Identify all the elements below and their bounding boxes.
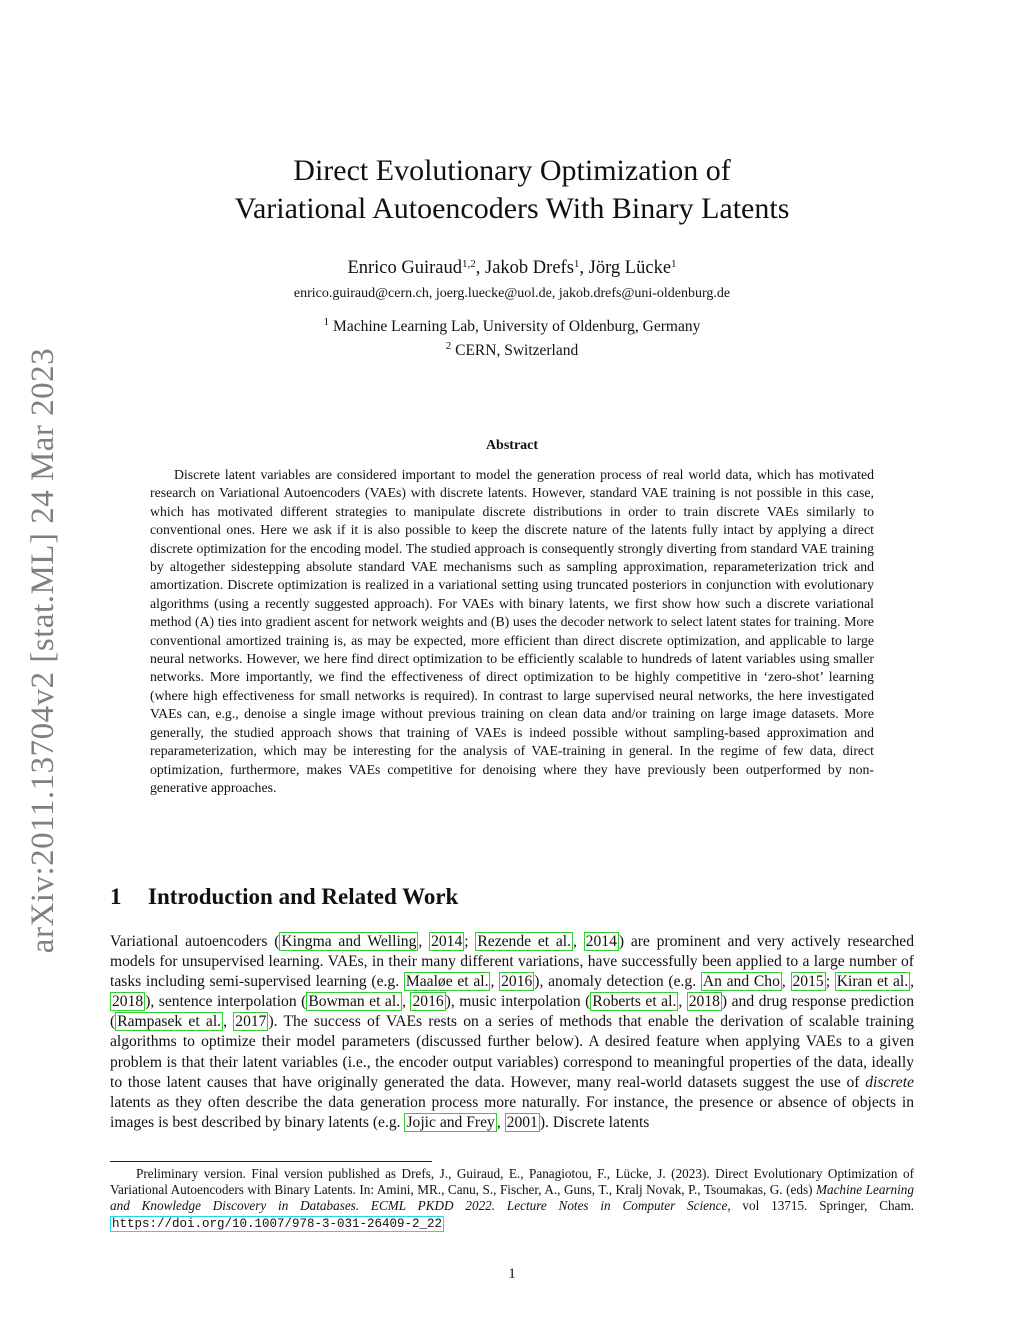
body-text-run: ,: [418, 933, 430, 950]
section-title: Introduction and Related Work: [148, 884, 459, 909]
arxiv-margin-stamp: [14, 340, 74, 960]
body-text-run: ,: [496, 1113, 505, 1131]
citation-link[interactable]: Roberts et al.: [592, 993, 677, 1011]
citation-link[interactable]: 2018: [112, 993, 144, 1011]
affiliation-text: Machine Learning Lab, University of Oldenburg, Germany: [329, 318, 701, 335]
body-text-run: ,: [910, 973, 915, 991]
citation-link[interactable]: Bowman et al.: [308, 993, 401, 1011]
citation-link[interactable]: Kingma and Welling: [281, 933, 417, 950]
citation-link[interactable]: 2018: [688, 993, 720, 1011]
footnote-text: , vol 13715. Springer, Cham.: [727, 1198, 915, 1214]
citation-link[interactable]: Jojic and Frey: [406, 1113, 495, 1131]
author-emails: enrico.guiraud@cern.ch, joerg.luecke@uol.de, jakob.drefs@uni-oldenburg.de: [293, 286, 731, 301]
body-text-run: ). Discrete latents: [539, 1113, 650, 1131]
citation-link[interactable]: 2016: [501, 973, 533, 991]
arxiv-identifier: arXiv:2011.13704v2 [stat.ML] 24 Mar 2023: [25, 347, 62, 953]
body-text-run: ) are prominent and very actively researched models for unsupervised learning. VAEs, in their many different variations, have successfully been applied to a large number of tasks including semi-supervised learning (e.g.: [110, 933, 915, 991]
doi-link[interactable]: https://doi.org/10.1007/978-3-031-26409-2_22: [112, 1216, 443, 1231]
citation-link[interactable]: An and Cho: [702, 973, 780, 991]
paper-title: [110, 152, 914, 228]
emphasis: discrete: [865, 1073, 914, 1091]
author-name: Enrico Guiraud: [347, 258, 463, 278]
body-text-run: ,: [402, 993, 411, 1011]
affiliation-1: [110, 316, 914, 336]
author-name: Jörg Lücke: [588, 258, 672, 278]
footnote-rule: [110, 1161, 432, 1162]
citation-link[interactable]: Rampasek et al.: [117, 1013, 222, 1031]
affiliation-number: 1: [323, 316, 330, 328]
citation-link[interactable]: 2017: [235, 1013, 267, 1031]
affiliation-marker: 1: [573, 258, 580, 270]
footnote-emphasis: Machine Learning and Knowledge Discovery in Databases. ECML PKDD 2022. Lecture Notes in Computer Science: [110, 1182, 914, 1214]
affiliation-marker: 1: [671, 258, 677, 270]
citation-link[interactable]: 2014: [431, 933, 463, 950]
affiliation-text: CERN, Switzerland: [451, 342, 579, 359]
body-text-run: ), music interpolation (: [445, 993, 591, 1011]
title-line-1: Direct Evolutionary Optimization of: [293, 154, 731, 187]
footnote: [110, 1166, 914, 1232]
author-name: Jakob Drefs: [485, 258, 574, 278]
body-text-run: ;: [825, 973, 835, 991]
author-separator: ,: [579, 258, 589, 278]
citation-link[interactable]: 2015: [792, 973, 824, 991]
title-line-2: Variational Autoencoders With Binary Latents: [234, 192, 790, 225]
body-text-run: Variational autoencoders (: [110, 933, 280, 950]
body-text-run: ), anomaly detection (e.g.: [534, 973, 701, 991]
body-text-run: ;: [464, 933, 476, 950]
author-separator: ,: [475, 258, 486, 278]
body-text-run: ) and drug response prediction (: [110, 993, 914, 1031]
affiliation-marker: 1,2: [462, 258, 476, 270]
intro-paragraph: [110, 932, 914, 1133]
affiliation-2: [110, 340, 914, 360]
author-list: [110, 258, 914, 279]
citation-link[interactable]: 2014: [585, 933, 617, 950]
citation-link[interactable]: 2001: [506, 1113, 538, 1131]
citation-link[interactable]: Kiran et al.: [836, 973, 909, 991]
body-text-run: ,: [223, 1013, 234, 1031]
affiliation-number: 2: [445, 340, 452, 352]
citation-link[interactable]: Maaløe et al.: [405, 973, 489, 991]
citation-link[interactable]: 2016: [412, 993, 444, 1011]
body-text-run: latents as they often describe the data generation process more naturally. For instance, the presence or absence of objects in images is best described by binary latents (e.g.: [110, 1093, 914, 1131]
body-text-run: ,: [781, 973, 791, 991]
page-number: 1: [508, 1266, 516, 1282]
body-text-run: ,: [490, 973, 500, 991]
abstract-text: Discrete latent variables are considered important to model the generation process of real world data, which has motivated research on Variational Autoencoders (VAEs) with discrete latents. However, standard VAE training is not possible in this case, which has motivated different strategies to manipulate discrete distributions in order to train discrete VAEs similarly to conventional ones. Here we ask if it is also possible to keep the discrete nature of the latents fully intact by applying a direct discrete optimization for the encoding model. The studied approach is consequently strongly diverting from standard VAE training by altogether sidestepping absolute standard VAE mechanisms such as sampling approximation, reparameterization trick and amortization. Discrete optimization is realized in a variational setting using truncated posteriors in conjunction with evolutionary algorithms (using a recently suggested approach). For VAEs with binary latents, we first show how such a discrete variational method (A) ties into gradient ascent for network weights and (B) uses the decoder network to select latent states for training. More conventional amortized training is, as may be expected, more efficient than direct discrete optimization, and applicable to large neural networks. However, we here find direct optimization to be efficiently scalable to hundreds of latent variables using smaller networks. More importantly, we find the effectiveness of direct optimization to be highly competitive in ‘zero-shot’ learning (where high effectiveness for small networks is required). In contrast to large supervised neural networks, the here investigated VAEs can, e.g., denoise a single image without previous training on clean data and/or training on large image datasets. More generally, the studied approach shows that training of VAEs is indeed possible without sampling-based approximation and reparameterization, which may be interesting for the analysis of VAE-training in general. In the regime of few data, direct optimization, furthermore, makes VAEs competitive for denoising where they have previously been outperformed by non-generative approaches.: [150, 467, 874, 795]
section-number: 1: [110, 884, 122, 909]
section-heading: [110, 884, 458, 910]
body-text-run: ,: [573, 933, 584, 950]
abstract-heading: Abstract: [485, 438, 539, 453]
citation-link[interactable]: Rezende et al.: [477, 933, 571, 950]
body-text-run: ), sentence interpolation (: [145, 993, 307, 1011]
footnote-text: Preliminary version. Final version published as Drefs, J., Guiraud, E., Panagiotou, F., Lücke, J. (2023). Direct Evolutionary Optimization of Variational Autoencoders with Binary Latents. In: Amini, MR., Canu, S., Fischer, A., Guns, T., Kralj Novak, P., Tsoumakas, G. (eds): [110, 1166, 914, 1198]
body-text-run: ,: [678, 993, 687, 1011]
body-text-run: ). The success of VAEs rests on a series of methods that enable the derivation of scalable training algorithms to optimize their model parameters (discussed further below). A desired feature when applying VAEs to a given problem is that their latent variables (i.e., the encoder output variables) correspond to meaningful properties of the data, ideally to those latent causes that have originally generated the data. However, many real-world datasets suggest the use of: [110, 1013, 914, 1091]
